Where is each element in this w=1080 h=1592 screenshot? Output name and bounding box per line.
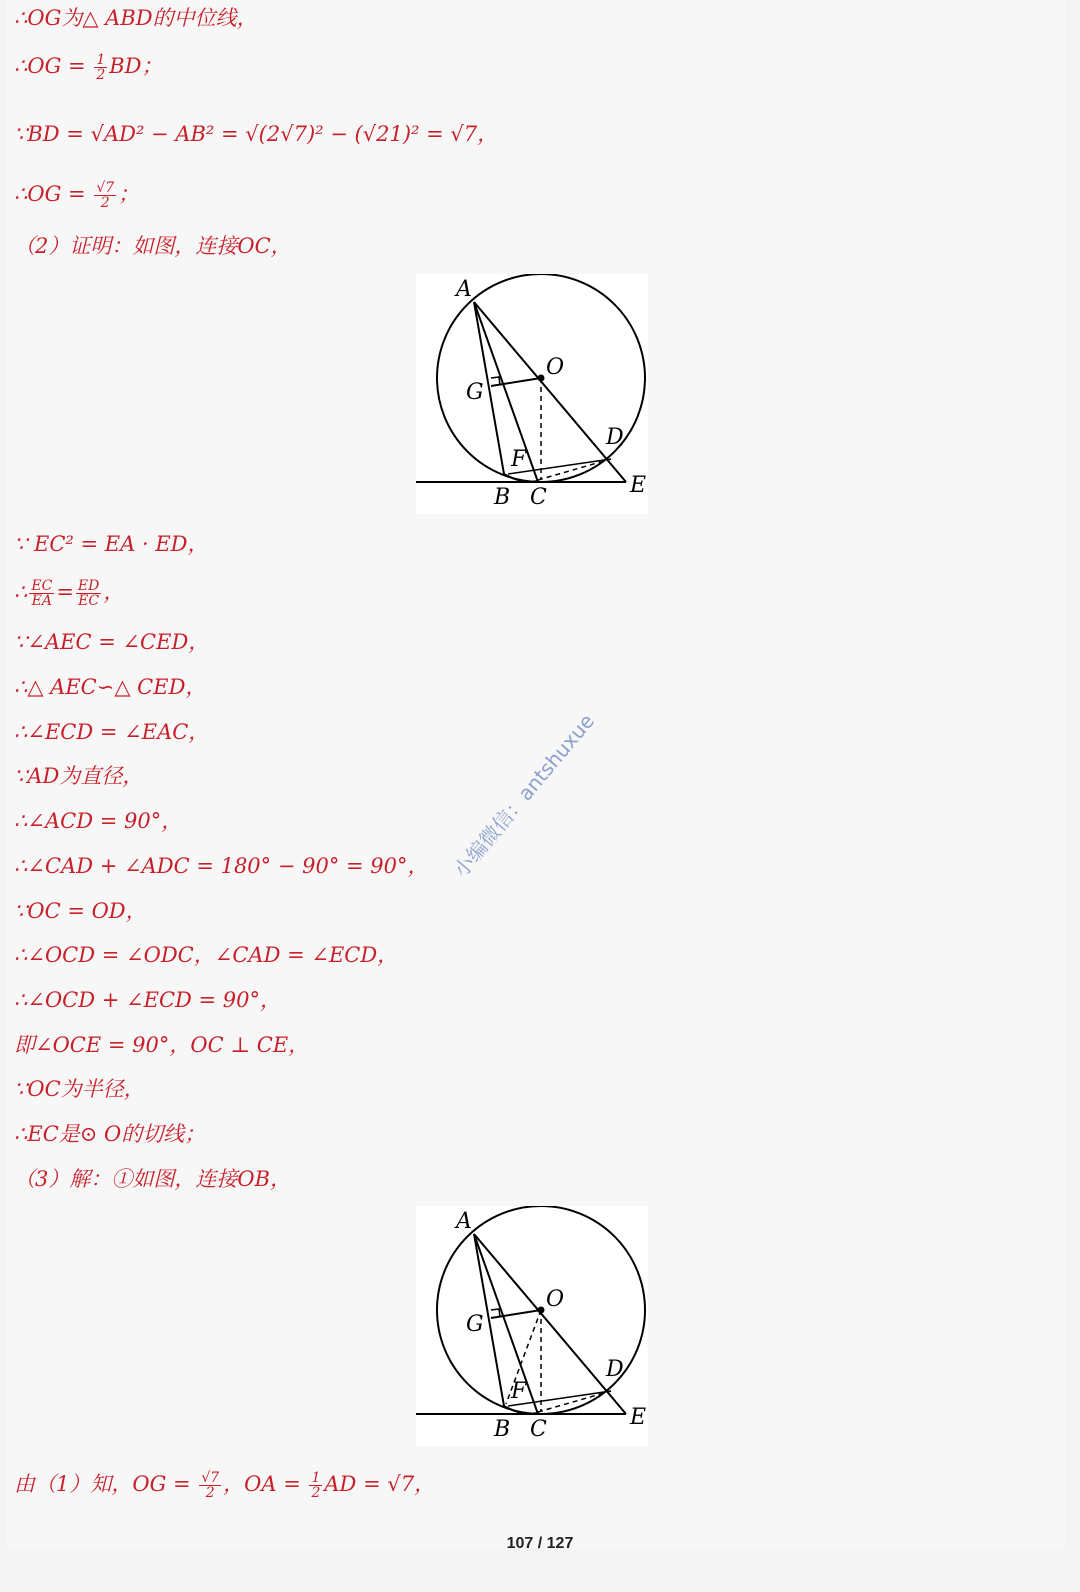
numerator: 1 (96, 52, 106, 68)
label-d: D (606, 425, 624, 450)
proof-text: ∴OG = (14, 182, 93, 206)
proof-line: ∵AD为直径， (14, 764, 144, 788)
circle-diagram (416, 1206, 648, 1446)
proof-line: （2）证明：如图，连接OC， (14, 234, 292, 258)
fraction (94, 53, 107, 82)
proof-line: （3）解：①如图，连接OB， (14, 1167, 292, 1191)
page-number: 107 / 127 (506, 1535, 574, 1552)
proof-line: ∵OC = OD， (14, 899, 147, 923)
label-o: O (546, 355, 565, 380)
proof-text: 由（1）知，OG = (14, 1472, 198, 1496)
proof-line: ∵OC为半径， (14, 1077, 145, 1101)
denominator: EA (31, 593, 53, 609)
denominator: 2 (96, 67, 106, 83)
numerator: √7 (96, 180, 115, 196)
label-b: B (494, 485, 511, 510)
geometry-figure-1 (416, 274, 648, 514)
proof-line: ∵ EC² = EA · ED， (14, 532, 209, 556)
fraction (76, 579, 101, 608)
proof-line: ∴∠OCD = ∠ODC，∠CAD = ∠ECD， (14, 943, 399, 967)
fraction (309, 1471, 322, 1500)
proof-line: 即∠OCE = 90°，OC ⊥ CE， (14, 1033, 310, 1057)
denominator: 2 (205, 1485, 215, 1501)
segment-go (491, 378, 541, 386)
proof-line: ∴∠ECD = ∠EAC， (14, 720, 210, 744)
watermark-text: 小编微信：antshuxue (448, 709, 600, 882)
proof-line: ∴EC是⊙ O的切线； (14, 1122, 206, 1146)
label-f: F (511, 447, 527, 472)
fraction (199, 1471, 221, 1500)
label-b: B (494, 1417, 511, 1442)
center-point (538, 1307, 545, 1314)
proof-text: ， (103, 580, 125, 604)
numerator: EC (31, 578, 53, 594)
fraction (29, 579, 54, 608)
label-o: O (546, 1287, 565, 1312)
denominator: 2 (100, 195, 110, 211)
denominator: 2 (311, 1485, 321, 1501)
fraction (94, 181, 116, 210)
label-g: G (466, 1312, 484, 1337)
geometry-figure-2 (416, 1206, 648, 1446)
proof-line: ∴∠OCD + ∠ECD = 90°， (14, 988, 282, 1012)
proof-line: ∴△ AEC∽△ CED， (14, 675, 207, 699)
numerator: 1 (311, 1470, 321, 1486)
segment-ae (474, 302, 626, 482)
label-f: F (511, 1379, 527, 1404)
proof-line (14, 578, 124, 608)
circle-diagram (416, 274, 648, 514)
proof-line (14, 1470, 435, 1500)
proof-line: ∴∠CAD + ∠ADC = 180° − 90° = 90°， (14, 854, 429, 878)
proof-text: ∴ (14, 580, 28, 604)
proof-line: ∴∠ACD = 90°， (14, 809, 183, 833)
label-a: A (456, 1209, 472, 1234)
proof-text: = (56, 580, 74, 604)
segment-ac (474, 1234, 538, 1414)
proof-text: ，OA = (223, 1472, 308, 1496)
label-e: E (630, 1405, 647, 1430)
numerator: ED (77, 578, 100, 594)
proof-text: ； (118, 182, 140, 206)
segment-ae (474, 1234, 626, 1414)
segment-ac (474, 302, 538, 482)
proof-line: ∴OG为△ ABD的中位线， (14, 6, 258, 30)
proof-text: AD = √7， (324, 1472, 436, 1496)
proof-text: ∴OG = (14, 54, 93, 78)
proof-line: ∵BD = √AD² − AB² = √(2√7)² − (√21)² = √7， (14, 122, 499, 146)
label-e: E (630, 473, 647, 498)
label-d: D (606, 1357, 624, 1382)
label-a: A (456, 277, 472, 302)
proof-line: ∵∠AEC = ∠CED， (14, 630, 210, 654)
proof-line (14, 52, 163, 82)
label-c: C (530, 485, 547, 510)
numerator: √7 (201, 1470, 220, 1486)
label-g: G (466, 380, 484, 405)
denominator: EC (78, 593, 100, 609)
label-c: C (530, 1417, 547, 1442)
center-point (538, 375, 545, 382)
segment-go (491, 1310, 541, 1318)
proof-line (14, 180, 139, 210)
proof-text: BD； (109, 54, 163, 78)
